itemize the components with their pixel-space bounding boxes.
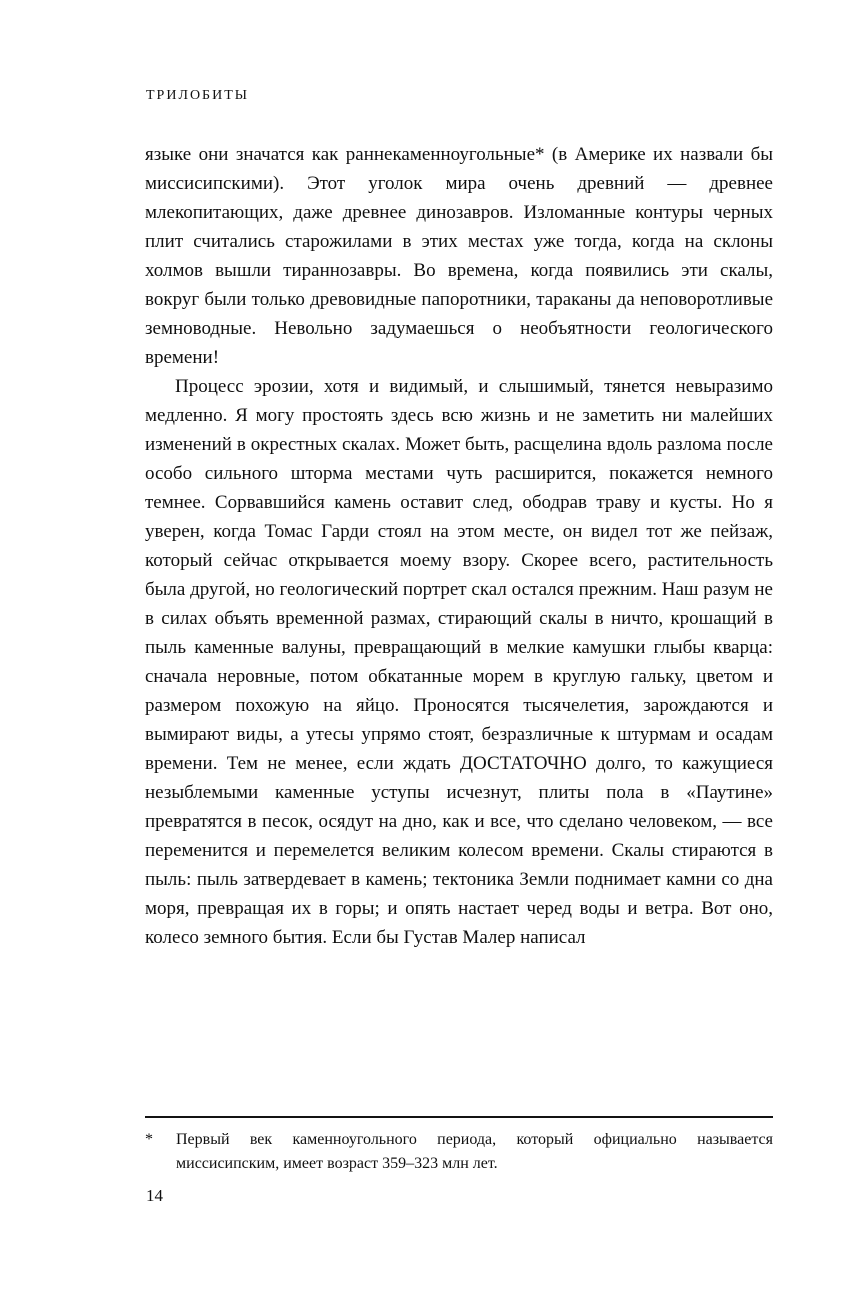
- footnote: [145, 1128, 773, 1176]
- paragraph-continued: языке они значатся как раннекаменноугольные* (в Америке их назвали бы миссисипскими). Этот уголок мира очень древний — древнее млекопитающих, даже древнее динозавров. Изломанные контуры черных плит считались старожилами в этих местах уже тогда, когда на склоны холмов вышли тираннозавры. Во времена, когда появились эти скалы, вокруг были только древовидные папоротники, тараканы да неповоротливые земноводные. Невольно задумаешься о необъятности геологического времени!: [145, 144, 773, 368]
- paragraph: Процесс эрозии, хотя и видимый, и слышимый, тянется невыразимо медленно. Я могу простоять здесь всю жизнь и не заметить ни малейших изменений в окрестных скалах. Может быть, расщелина вдоль разлома после особо сильного шторма местами чуть расширится, покажется немного темнее. Сорвавшийся камень оставит след, ободрав траву и кусты. Но я уверен, когда Томас Гарди стоял на этом месте, он видел тот же пейзаж, который сейчас открывается моему взору. Скорее всего, растительность была другой, но геологический портрет скал остался прежним. Наш разум не в силах объять временной размах, стирающий скалы в ничто, крошащий в пыль каменные валуны, превращающий в мелкие камушки глыбы кварца: сначала неровные, потом обкатанные морем в круглую гальку, цветом и размером похожую на яйцо. Проносятся тысячелетия, зарождаются и вымирают виды, а утесы упрямо стоят, безразличные к штурмам и осадам времени. Тем не менее, если ждать ДОСТАТОЧНО долго, то кажущиеся незыблемыми каменные уступы исчезнут, плиты пола в «Паутине» превратятся в песок, осядут на дно, как и все, что сделано человеком, — все переменится и перемелется великим колесом времени. Скалы стираются в пыль: пыль затвердевает в камень; тектоника Земли поднимает камни со дна моря, превращая их в горы; и опять настает черед воды и ветра. Вот оно, колесо земного бытия. Если бы Густав Малер написал: [145, 376, 773, 948]
- footnote-marker: *: [145, 1131, 153, 1148]
- footnote-divider: [145, 1116, 773, 1118]
- page-number: 14: [146, 1186, 163, 1205]
- footnote-text: Первый век каменноугольного периода, который официально называется миссисипским, имеет возраст 359–323 млн лет.: [176, 1131, 773, 1172]
- running-head: ТРИЛОБИТЫ: [146, 88, 249, 103]
- body-text: [145, 140, 773, 952]
